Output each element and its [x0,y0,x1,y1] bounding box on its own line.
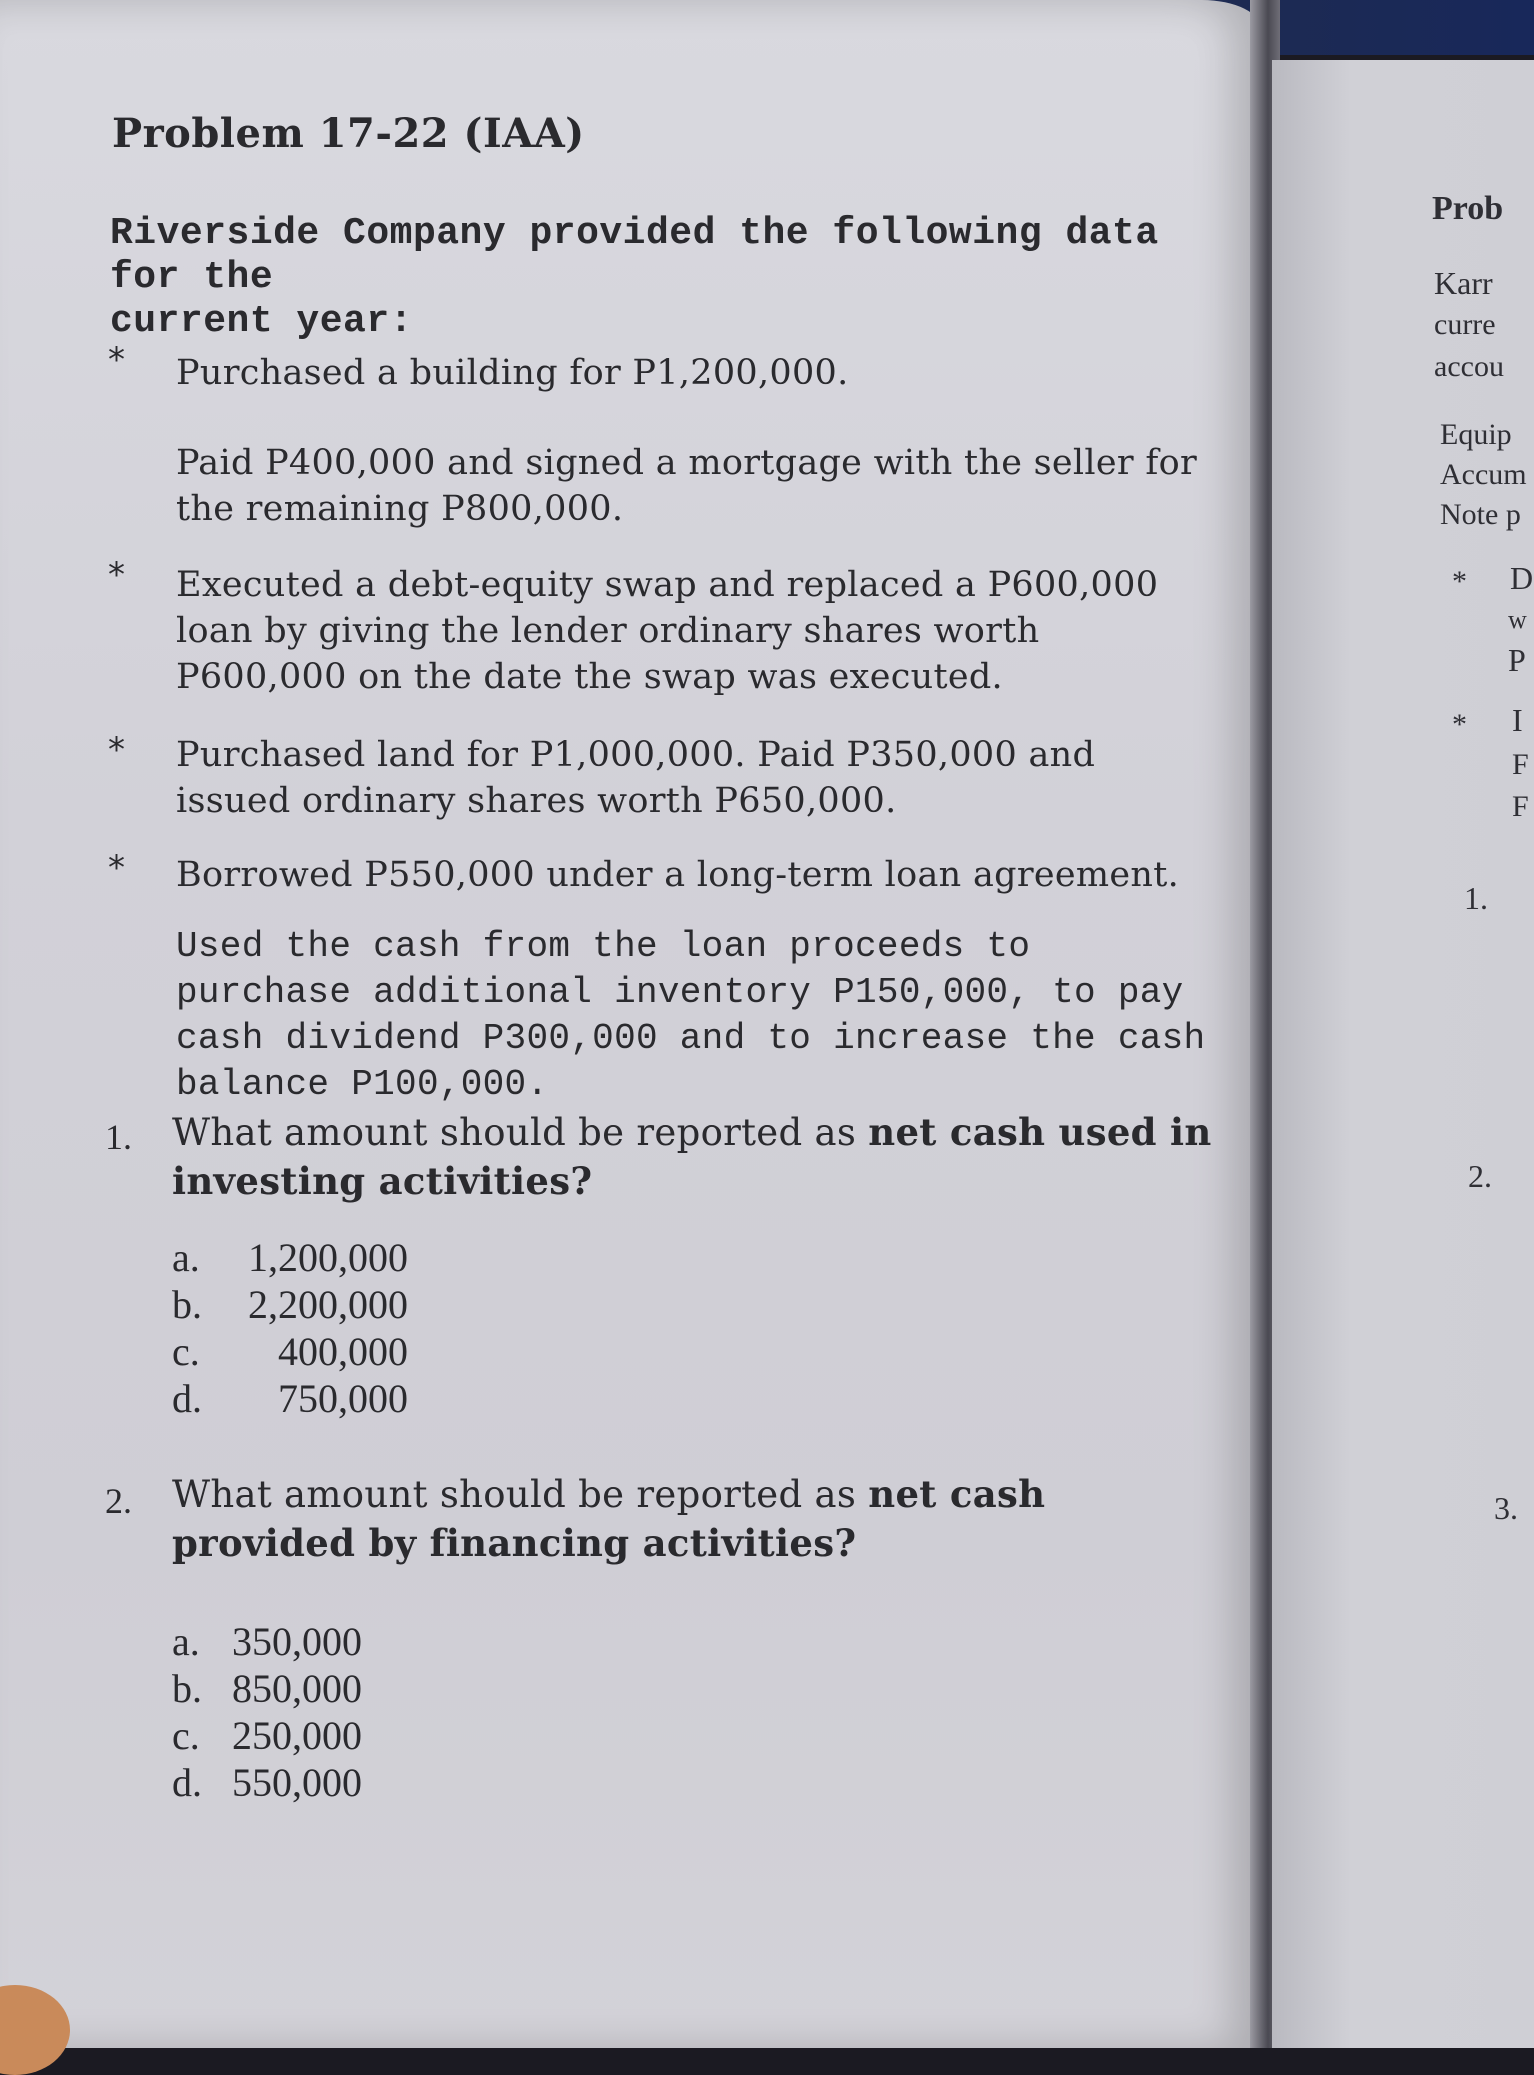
data-item-land: Purchased land for P1,000,000. Paid P350,000 and issued ordinary shares worth P650,000. [176,735,1096,821]
question-1 [172,1108,1232,1206]
question-prefix: What amount should be reported as [172,1473,857,1516]
option [172,1665,362,1712]
option [172,1712,362,1759]
data-item-loan-use: Used the cash from the loan proceeds to purchase additional inventory P150,000, to pay cash dividend P300,000 and to increase the cash balance P100,000. [176,926,1206,1105]
question-1-options [172,1234,408,1422]
right-line: Equip [1440,418,1512,451]
question-emphasis: net cash used in investing activities? [172,1110,1212,1203]
data-item-mortgage: Paid P400,000 and signed a mortgage with the seller for the remaining P800,000. [176,443,1198,529]
right-line: accou [1434,350,1504,383]
option-value: 550,000 [232,1760,362,1805]
question-emphasis: net cash provided by financing activities? [172,1472,1046,1565]
right-line: Karr [1434,265,1493,301]
option-value: 1,200,000 [248,1235,408,1280]
option [172,1618,362,1665]
problem-title: Problem 17-22 (IAA) [112,110,585,157]
option-value: 2,200,000 [248,1282,408,1327]
right-bullet-text: I [1512,702,1523,738]
option [172,1375,408,1422]
option [172,1759,362,1806]
intro-line-1: Riverside Company provided the following data for the [110,212,1159,299]
right-bullet-text: w [1508,605,1527,634]
option-letter: b. [172,1666,202,1711]
data-item-borrowed: Borrowed P550,000 under a long-term loan agreement. [176,855,1180,895]
question-2 [172,1470,1232,1568]
right-bullet: * [1452,708,1467,741]
option-value: 250,000 [232,1713,362,1758]
bullet-marker: * [108,340,125,380]
option-value: 350,000 [232,1619,362,1664]
bullet-marker: * [108,730,125,770]
right-bullet-text: F [1512,790,1529,823]
question-prefix: What amount should be reported as [172,1111,857,1154]
question-2-options [172,1618,362,1806]
option-letter: c. [172,1713,200,1758]
right-number: 3. [1494,1490,1518,1526]
option-value: 750,000 [278,1376,408,1421]
question-number: 2. [105,1481,132,1521]
option [172,1234,408,1281]
data-item-building: Purchased a building for P1,200,000. [176,353,849,393]
option-letter: a. [172,1235,200,1280]
data-item-debt-equity-swap: Executed a debt-equity swap and replaced a P600,000 loan by giving the lender ordinary shares worth P600,000 on the date the swap was executed. [176,565,1159,697]
right-book-page [1272,60,1534,2048]
option-letter: c. [172,1329,200,1374]
option [172,1328,408,1375]
right-line: Accum [1440,458,1527,491]
option-letter: a. [172,1619,200,1664]
option-letter: b. [172,1282,202,1327]
right-number: 2. [1468,1158,1492,1194]
right-heading: Prob [1432,190,1504,227]
option [172,1281,408,1328]
bullet-marker: * [108,555,125,595]
option-value: 850,000 [232,1666,362,1711]
right-bullet-text: D [1510,560,1534,596]
intro-line-2: current year: [110,300,413,343]
problem-intro [110,212,1210,344]
option-letter: d. [172,1760,202,1805]
right-bullet: * [1452,565,1467,598]
right-line: curre [1434,308,1496,341]
right-bullet-text: P [1508,642,1526,678]
right-line: Note p [1440,498,1521,531]
bullet-marker: * [108,848,125,888]
right-number: 1. [1464,880,1488,916]
right-bullet-text: F [1512,748,1529,781]
question-number: 1. [105,1117,132,1157]
option-letter: d. [172,1376,202,1421]
option-value: 400,000 [278,1329,408,1374]
